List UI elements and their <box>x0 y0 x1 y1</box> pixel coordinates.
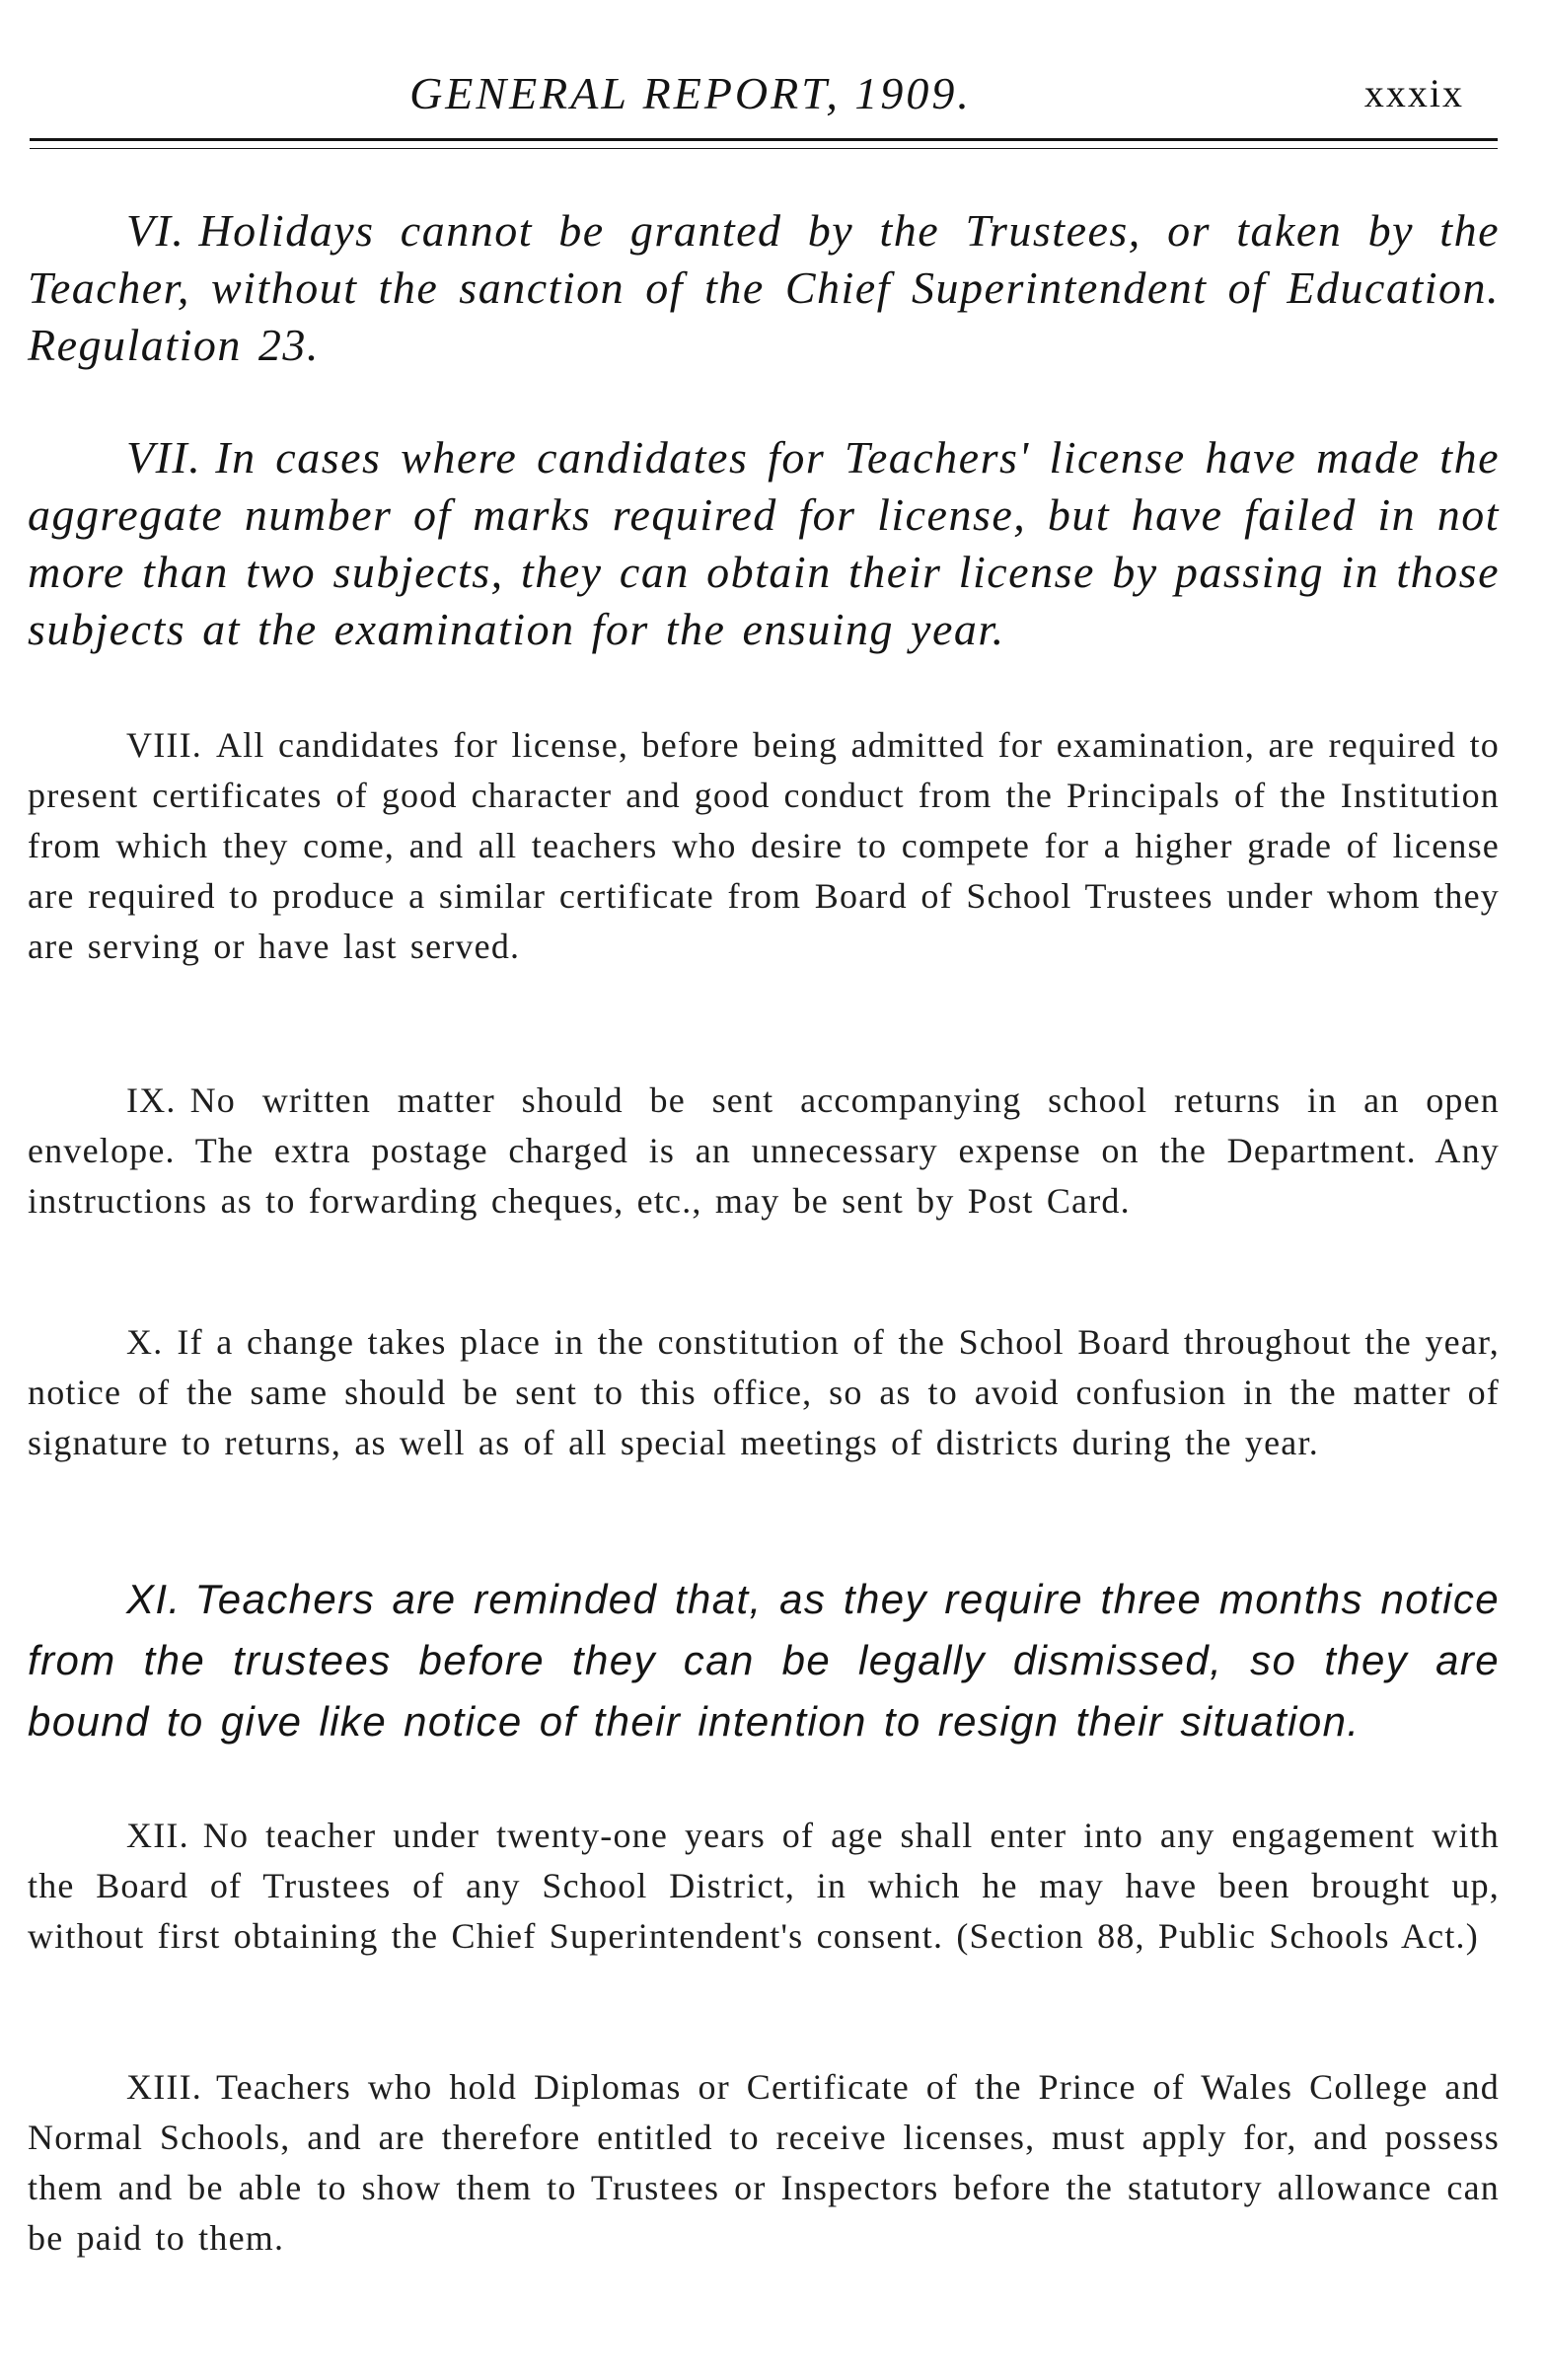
numeral-xii: XII. <box>126 1816 189 1855</box>
regulation-vi <box>28 202 1500 374</box>
numeral-vi: VI. <box>126 205 185 256</box>
numeral-viii: VIII. <box>126 725 202 765</box>
regulation-xi <box>28 1569 1500 1752</box>
page-header <box>0 59 1545 128</box>
numeral-vii: VII. <box>126 432 202 483</box>
page-number: xxxix <box>1363 71 1464 115</box>
regulation-viii <box>28 720 1500 972</box>
header-rule-thin <box>30 148 1498 149</box>
numeral-x: X. <box>126 1322 164 1362</box>
text-vi: Holidays cannot be granted by the Trustees, or taken by the Teacher, without the sanction of the Chief Superintendent of Education. Regulation 23. <box>28 205 1500 370</box>
running-title: GENERAL REPORT, 1909. <box>409 68 972 118</box>
regulation-ix <box>28 1076 1500 1227</box>
numeral-xi: XI. <box>126 1576 182 1622</box>
text-xiii: Teachers who hold Diplomas or Certificate of the Prince of Wales College and Normal Schools, and are therefore entitled to receive licenses, must apply for, and possess them and be able to show them to Trustees or Inspectors before the statutory allowance can be paid to them. <box>28 2067 1500 2258</box>
text-ix: No written matter should be sent accompanying school returns in an open envelope. The extra postage charged is an unnecessary expense on the Department. Any instructions as to forwarding cheques, etc., may be sent by Post Card. <box>28 1080 1500 1221</box>
text-xii: No teacher under twenty-one years of age shall enter into any engagement with the Board of Trustees of any School District, in which he may have been brought up, without first obtaining the Chief Superintendent's consent. (Section 88, Public Schools Act.) <box>28 1816 1500 1956</box>
regulation-xii <box>28 1811 1500 1962</box>
regulation-xiii <box>28 2062 1500 2264</box>
text-x: If a change takes place in the constitution of the School Board throughout the year, notice of the same should be sent to this office, so as to avoid confusion in the matter of signature to returns, as well as of all special meetings of districts during the year. <box>28 1322 1500 1462</box>
numeral-ix: IX. <box>126 1080 177 1120</box>
regulation-vii <box>28 429 1500 658</box>
numeral-xiii: XIII. <box>126 2067 202 2107</box>
text-vii: In cases where candidates for Teachers' license have made the aggregate number of marks required for license, but have failed in not more than two subjects, they can obtain their license by passing in those subjects at the examination for the ensuing year. <box>28 432 1500 654</box>
text-xi: Teachers are reminded that, as they require three months notice from the trustees before they can be legally dismissed, so they are bound to give like notice of their intention to resign their situation. <box>28 1576 1500 1745</box>
header-rule <box>30 138 1498 141</box>
regulation-x <box>28 1317 1500 1468</box>
text-viii: All candidates for license, before being admitted for examination, are required to present certificates of good character and good conduct from the Principals of the Institution from which they come, and all teachers who desire to compete for a higher grade of license are required to produce a similar certificate from Board of School Trustees under whom they are serving or have last served. <box>28 725 1500 966</box>
